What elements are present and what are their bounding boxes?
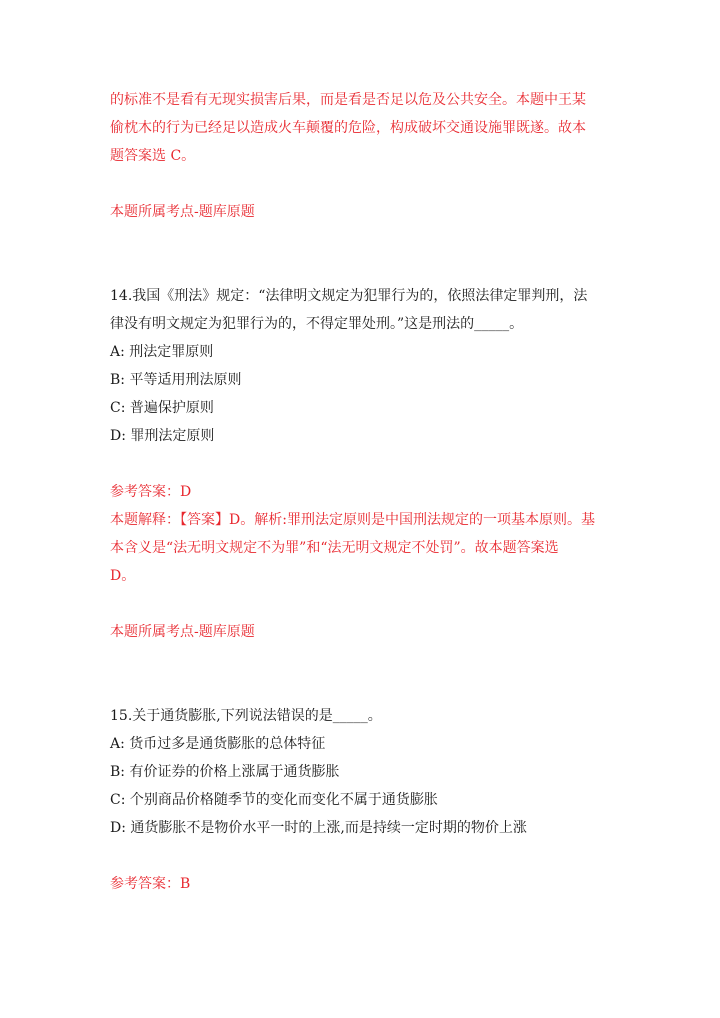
explanation-line: 题答案选 C。 xyxy=(110,148,196,164)
document-page xyxy=(110,86,610,898)
question-14 xyxy=(110,282,610,646)
option-b: B: 有价证券的价格上涨属于通货膨胀 xyxy=(110,764,340,780)
explanation-line: 偷枕木的行为已经足以造成火车颠覆的危险，构成破坏交通设施罪既遂。故本 xyxy=(110,120,586,136)
question-stem: 律没有明文规定为犯罪行为的，不得定罪处刑。”这是刑法的_____。 xyxy=(110,316,524,332)
option-a: A: 刑法定罪原则 xyxy=(110,344,214,360)
question-source: 本题所属考点-题库原题 xyxy=(110,204,255,220)
explanation-line: 本题解释：【答案】D。解析:罪刑法定原则是中国刑法规定的一项基本原则。基 xyxy=(110,512,595,528)
question-stem: 15.关于通货膨胀,下列说法错误的是_____。 xyxy=(110,708,382,724)
question-15 xyxy=(110,702,610,898)
option-c: C: 普遍保护原则 xyxy=(110,400,214,416)
option-d: D: 罪刑法定原则 xyxy=(110,428,215,444)
explanation-line: 本含义是“法无明文规定不为罪”和“法无明文规定不处罚”。故本题答案选 xyxy=(110,540,559,556)
question-stem: 14.我国《刑法》规定：“法律明文规定为犯罪行为的，依照法律定罪判刑，法 xyxy=(110,288,588,304)
reference-answer: 参考答案：D xyxy=(110,484,192,500)
option-d: D: 通货膨胀不是物价水平一时的上涨,而是持续一定时期的物价上涨 xyxy=(110,820,527,836)
question-source: 本题所属考点-题库原题 xyxy=(110,624,255,640)
option-c: C: 个别商品价格随季节的变化而变化不属于通货膨胀 xyxy=(110,792,438,808)
option-a: A: 货币过多是通货膨胀的总体特征 xyxy=(110,736,326,752)
reference-answer: 参考答案：B xyxy=(110,876,191,892)
intro-explanation xyxy=(110,86,610,170)
explanation-line: D。 xyxy=(110,568,136,584)
explanation-line: 的标准不是看有无现实损害后果，而是看是否足以危及公共安全。本题中王某 xyxy=(110,92,586,108)
option-b: B: 平等适用刑法原则 xyxy=(110,372,242,388)
